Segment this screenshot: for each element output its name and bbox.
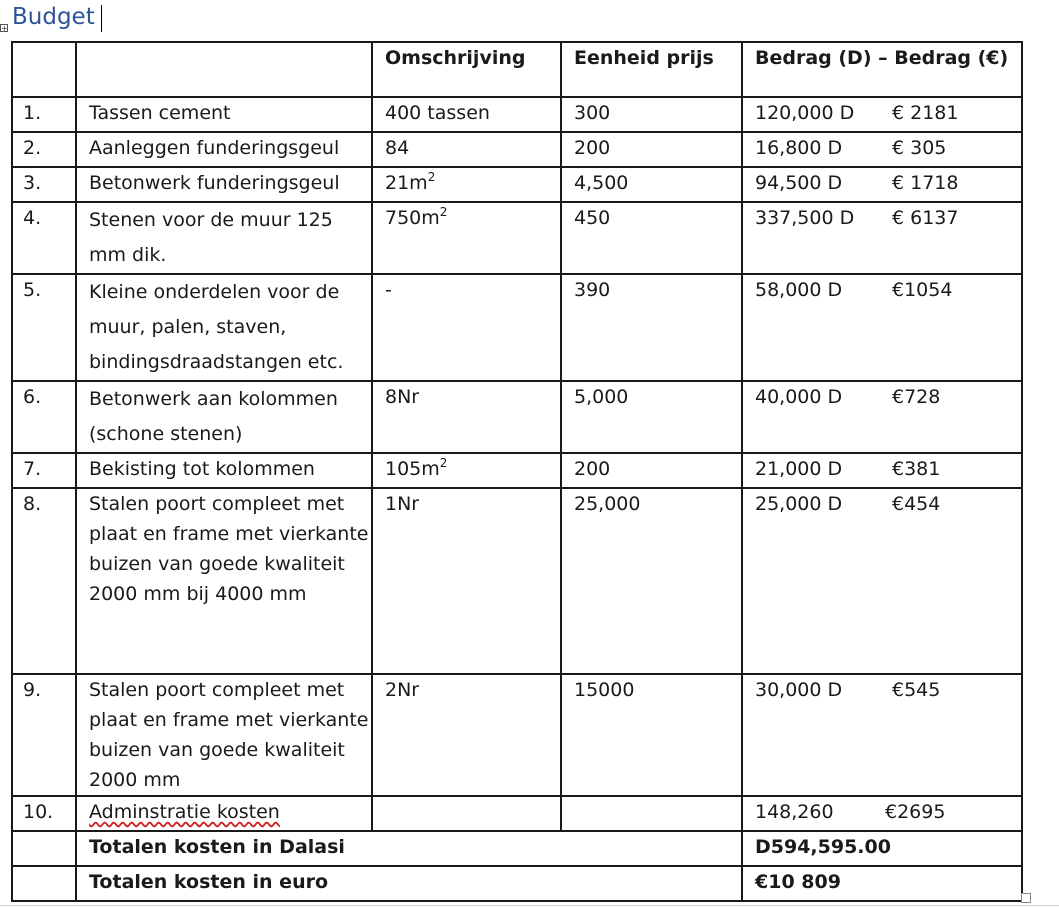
row-omschrijving: - bbox=[372, 274, 561, 381]
header-cell-nr bbox=[12, 42, 76, 97]
row-item: Betonwerk aan kolommen (schone stenen) bbox=[76, 381, 372, 453]
bedrag-euro: €2695 bbox=[885, 801, 946, 823]
bedrag-euro: €545 bbox=[892, 679, 941, 701]
row-number: 8. bbox=[12, 488, 76, 674]
row-item: Kleine onderdelen voor de muur, palen, staven, bindingsdraadstangen etc. bbox=[76, 274, 372, 381]
totals-empty-cell bbox=[12, 866, 76, 901]
row-bedrag bbox=[742, 381, 1022, 453]
row-item: Betonwerk funderingsgeul bbox=[76, 167, 372, 202]
row-item: Bekisting tot kolommen bbox=[76, 453, 372, 488]
bedrag-dalasi: 40,000 D bbox=[755, 386, 843, 408]
bedrag-euro: €454 bbox=[892, 493, 941, 515]
bedrag-dalasi: 58,000 D bbox=[755, 279, 843, 301]
row-omschrijving: 84 bbox=[372, 132, 561, 167]
table-resize-handle[interactable] bbox=[1021, 893, 1031, 903]
spellcheck-flagged-text[interactable]: Adminstratie kosten bbox=[89, 801, 280, 823]
totals-value: €10 809 bbox=[742, 866, 1022, 901]
row-number: 3. bbox=[12, 167, 76, 202]
row-prijs bbox=[561, 796, 742, 831]
bedrag-dalasi: 16,800 D bbox=[755, 137, 843, 159]
bedrag-dalasi: 25,000 D bbox=[755, 493, 843, 515]
bedrag-euro: € 2181 bbox=[892, 102, 959, 124]
totals-value: D594,595.00 bbox=[742, 831, 1022, 866]
row-prijs: 4,500 bbox=[561, 167, 742, 202]
row-omschrijving: 1Nr bbox=[372, 488, 561, 674]
table-row bbox=[12, 453, 1022, 488]
row-prijs: 450 bbox=[561, 202, 742, 274]
row-item: Tassen cement bbox=[76, 97, 372, 132]
superscript: 2 bbox=[439, 205, 448, 219]
row-bedrag bbox=[742, 167, 1022, 202]
row-omschrijving bbox=[372, 796, 561, 831]
bedrag-euro: €1054 bbox=[892, 279, 953, 301]
bedrag-dalasi: 21,000 D bbox=[755, 458, 843, 480]
row-item bbox=[76, 796, 372, 831]
omschrijving-text: 21m bbox=[385, 172, 428, 194]
page-edge-divider bbox=[0, 905, 1059, 906]
bedrag-euro: €728 bbox=[892, 386, 941, 408]
totals-label: Totalen kosten in euro bbox=[76, 866, 742, 901]
row-number: 5. bbox=[12, 274, 76, 381]
bedrag-dalasi: 30,000 D bbox=[755, 679, 843, 701]
text-cursor bbox=[101, 5, 102, 32]
omschrijving-text: 750m bbox=[385, 207, 440, 229]
row-bedrag bbox=[742, 796, 1022, 831]
bedrag-euro: € 6137 bbox=[892, 207, 959, 229]
row-item: Aanleggen funderingsgeul bbox=[76, 132, 372, 167]
row-number: 2. bbox=[12, 132, 76, 167]
row-prijs: 25,000 bbox=[561, 488, 742, 674]
superscript: 2 bbox=[427, 170, 436, 184]
table-row bbox=[12, 97, 1022, 132]
totals-row bbox=[12, 831, 1022, 866]
row-number: 7. bbox=[12, 453, 76, 488]
row-bedrag bbox=[742, 202, 1022, 274]
row-omschrijving bbox=[372, 453, 561, 488]
header-cell-item bbox=[76, 42, 372, 97]
bedrag-dalasi: 120,000 D bbox=[755, 102, 855, 124]
row-prijs: 200 bbox=[561, 132, 742, 167]
document-heading: Budget bbox=[12, 4, 95, 30]
table-row bbox=[12, 381, 1022, 453]
header-cell-eenheid-prijs: Eenheid prijs bbox=[561, 42, 742, 97]
table-row bbox=[12, 167, 1022, 202]
bedrag-dalasi: 148,260 bbox=[755, 801, 834, 823]
row-item: Stenen voor de muur 125 mm dik. bbox=[76, 202, 372, 274]
row-omschrijving bbox=[372, 167, 561, 202]
bedrag-euro: € 1718 bbox=[892, 172, 959, 194]
row-bedrag bbox=[742, 488, 1022, 674]
superscript: 2 bbox=[439, 456, 448, 470]
table-row bbox=[12, 674, 1022, 796]
row-omschrijving bbox=[372, 202, 561, 274]
table-row bbox=[12, 202, 1022, 274]
table-row bbox=[12, 274, 1022, 381]
row-bedrag bbox=[742, 674, 1022, 796]
row-number: 1. bbox=[12, 97, 76, 132]
table-row bbox=[12, 132, 1022, 167]
omschrijving-text: 105m bbox=[385, 458, 440, 480]
row-item: Stalen poort compleet met plaat en frame met vierkante buizen van goede kwaliteit 2000 mm bij 4000 mm bbox=[76, 488, 372, 674]
row-omschrijving: 2Nr bbox=[372, 674, 561, 796]
budget-table bbox=[11, 41, 1023, 902]
row-prijs: 15000 bbox=[561, 674, 742, 796]
totals-label: Totalen kosten in Dalasi bbox=[76, 831, 742, 866]
row-prijs: 390 bbox=[561, 274, 742, 381]
row-bedrag bbox=[742, 132, 1022, 167]
row-omschrijving: 8Nr bbox=[372, 381, 561, 453]
row-number: 4. bbox=[12, 202, 76, 274]
table-move-handle-icon[interactable]: + bbox=[1, 24, 8, 33]
row-number: 10. bbox=[12, 796, 76, 831]
row-number: 6. bbox=[12, 381, 76, 453]
row-bedrag bbox=[742, 274, 1022, 381]
row-number: 9. bbox=[12, 674, 76, 796]
row-omschrijving: 400 tassen bbox=[372, 97, 561, 132]
row-prijs: 5,000 bbox=[561, 381, 742, 453]
bedrag-euro: € 305 bbox=[892, 137, 947, 159]
bedrag-dalasi: 94,500 D bbox=[755, 172, 843, 194]
row-prijs: 200 bbox=[561, 453, 742, 488]
header-cell-omschrijving: Omschrijving bbox=[372, 42, 561, 97]
totals-empty-cell bbox=[12, 831, 76, 866]
table-header-row bbox=[12, 42, 1022, 97]
row-bedrag bbox=[742, 453, 1022, 488]
row-prijs: 300 bbox=[561, 97, 742, 132]
bedrag-dalasi: 337,500 D bbox=[755, 207, 855, 229]
header-cell-bedrag: Bedrag (D) – Bedrag (€) bbox=[742, 42, 1022, 97]
table-row bbox=[12, 488, 1022, 674]
table-row bbox=[12, 796, 1022, 831]
row-item: Stalen poort compleet met plaat en frame met vierkante buizen van goede kwaliteit 2000 mm bbox=[76, 674, 372, 796]
row-bedrag bbox=[742, 97, 1022, 132]
bedrag-euro: €381 bbox=[892, 458, 941, 480]
totals-row bbox=[12, 866, 1022, 901]
